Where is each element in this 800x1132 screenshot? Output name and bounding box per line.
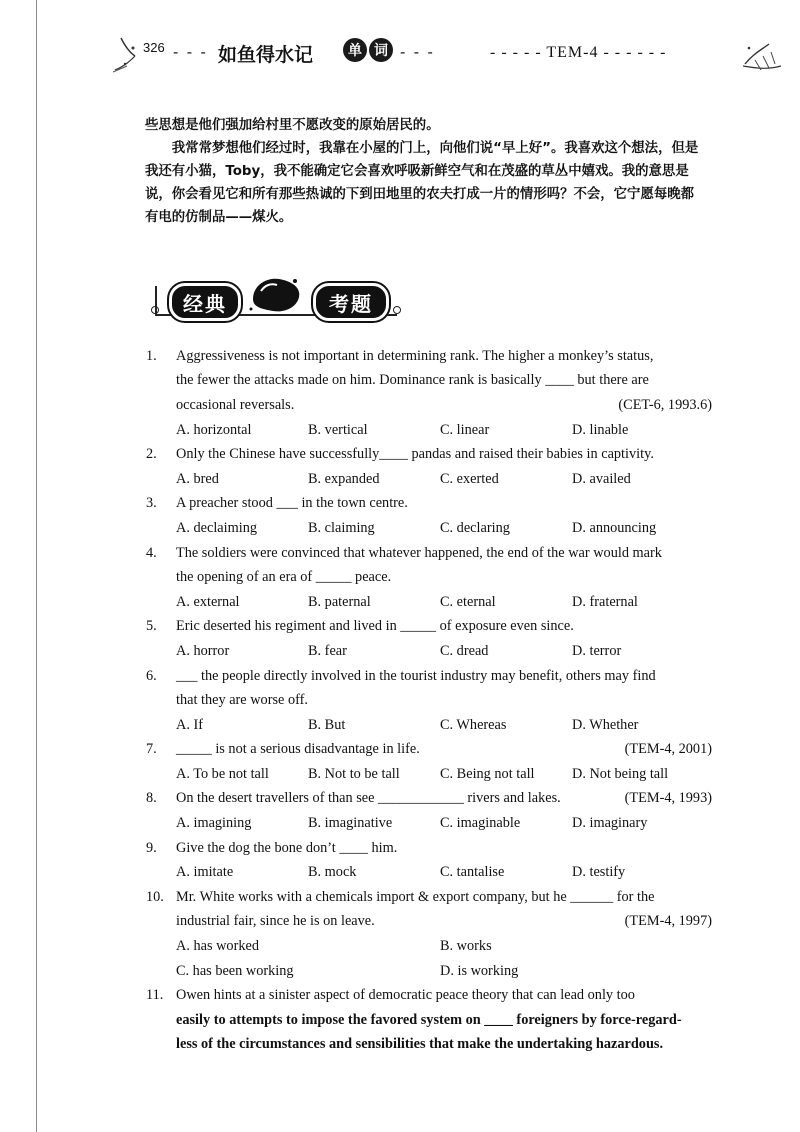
- question-line: [146, 910, 712, 935]
- section-banner: [155, 273, 395, 325]
- question-number: 9.: [146, 839, 157, 856]
- question-number: 1.: [146, 347, 157, 364]
- question-item: [146, 442, 712, 491]
- question-source: (TEM-4, 1993): [624, 790, 712, 807]
- question-item: [146, 983, 712, 1057]
- answer-option: B. works: [440, 938, 492, 955]
- corner-ornament-left-icon: [95, 36, 143, 76]
- answer-option: C. dread: [440, 642, 489, 659]
- question-text: The soldiers were convinced that whatever happened, the end of the war would mark: [176, 544, 662, 561]
- question-text: occasional reversals.: [176, 396, 295, 413]
- question-text: Eric deserted his regiment and lived in _____ of exposure even since.: [176, 618, 574, 635]
- ink-splash-icon: [247, 273, 305, 315]
- answer-option: A. imagining: [176, 815, 252, 832]
- question-line: [146, 1033, 712, 1058]
- answer-option: A. If: [176, 716, 203, 733]
- answer-option: C. has been working: [176, 962, 294, 979]
- answer-options: [146, 762, 712, 787]
- answer-option: B. vertical: [308, 421, 368, 438]
- question-number: 10.: [146, 888, 164, 905]
- question-line: [146, 442, 712, 467]
- question-source: (TEM-4, 2001): [624, 741, 712, 758]
- question-item: [146, 787, 712, 836]
- question-text: less of the circumstances and sensibilities that make the undertaking hazardous.: [176, 1036, 664, 1053]
- question-text: _____ is not a serious disadvantage in life.: [176, 741, 420, 758]
- question-item: [146, 541, 712, 615]
- question-number: 8.: [146, 790, 157, 807]
- answer-option: C. Being not tall: [440, 765, 535, 782]
- answer-option: B. But: [308, 716, 346, 733]
- question-line: [146, 1008, 712, 1033]
- answer-option: A. external: [176, 593, 240, 610]
- exam-label: - - - - - TEM-4 - - - - - -: [490, 44, 667, 61]
- question-item: [146, 836, 712, 885]
- answer-option: B. expanded: [308, 470, 380, 487]
- answer-option: D. fraternal: [572, 593, 638, 610]
- answer-option: C. exerted: [440, 470, 499, 487]
- answer-options: [146, 467, 712, 492]
- answer-option: C. imaginable: [440, 815, 521, 832]
- answer-option: D. announcing: [572, 519, 657, 536]
- question-number: 4.: [146, 544, 157, 561]
- question-source: (CET-6, 1993.6): [618, 396, 712, 413]
- corner-ornament-right-icon: [735, 36, 785, 76]
- answer-option: C. eternal: [440, 593, 496, 610]
- answer-option: D. is working: [440, 962, 519, 979]
- header-dashes-mid: - - -: [400, 44, 435, 61]
- question-line: [146, 738, 712, 763]
- answer-option: D. availed: [572, 470, 631, 487]
- answer-option: B. paternal: [308, 593, 371, 610]
- banner-ring-left-icon: [151, 306, 159, 314]
- question-number: 6.: [146, 667, 157, 684]
- answer-options: [146, 934, 712, 959]
- answer-option: D. terror: [572, 642, 622, 659]
- answer-options: [146, 590, 712, 615]
- answer-option: C. Whereas: [440, 716, 507, 733]
- banner-label-left: 经典: [169, 283, 241, 321]
- answer-option: A. bred: [176, 470, 219, 487]
- question-text: Mr. White works with a chemicals import & export company, but he ______ for the: [176, 888, 655, 905]
- question-line: [146, 393, 712, 418]
- question-line: [146, 541, 712, 566]
- question-line: [146, 983, 712, 1008]
- question-number: 3.: [146, 495, 157, 512]
- question-line: [146, 369, 712, 394]
- question-text: that they are worse off.: [176, 692, 308, 709]
- answer-options: [146, 639, 712, 664]
- answer-option: B. mock: [308, 864, 357, 881]
- intro-translation-text: [145, 114, 707, 229]
- question-line: [146, 565, 712, 590]
- question-number: 5.: [146, 618, 157, 635]
- answer-option: A. has worked: [176, 938, 259, 955]
- question-text: A preacher stood ___ in the town centre.: [176, 495, 408, 512]
- answer-option: D. linable: [572, 421, 629, 438]
- question-item: [146, 492, 712, 541]
- answer-option: B. claiming: [308, 519, 375, 536]
- answer-option: D. Not being tall: [572, 765, 669, 782]
- question-item: [146, 885, 712, 983]
- answer-options: [146, 811, 712, 836]
- header-dashes-left: - - -: [173, 44, 208, 61]
- answer-option: C. tantalise: [440, 864, 505, 881]
- book-title: 如鱼得水记: [218, 44, 314, 66]
- answer-option: A. horizontal: [176, 421, 252, 438]
- answer-options: [146, 713, 712, 738]
- question-item: [146, 738, 712, 787]
- book-subtitle-badges: [343, 38, 393, 62]
- answer-option: C. declaring: [440, 519, 510, 536]
- question-text: industrial fair, since he is on leave.: [176, 913, 375, 930]
- answer-option: B. fear: [308, 642, 347, 659]
- question-item: [146, 615, 712, 664]
- question-line: [146, 787, 712, 812]
- answer-options: [146, 959, 712, 984]
- answer-options: [146, 516, 712, 541]
- exam-questions: [146, 344, 712, 1057]
- question-line: [146, 885, 712, 910]
- question-line: [146, 615, 712, 640]
- question-number: 11.: [146, 987, 164, 1004]
- question-text: Owen hints at a sinister aspect of democratic peace theory that can lead only too: [176, 987, 635, 1004]
- question-line: [146, 664, 712, 689]
- question-number: 2.: [146, 446, 157, 463]
- question-line: [146, 836, 712, 861]
- answer-option: A. declaiming: [176, 519, 257, 536]
- page-header: [95, 36, 765, 76]
- question-line: [146, 688, 712, 713]
- answer-option: A. imitate: [176, 864, 234, 881]
- question-text: On the desert travellers of than see ____________ rivers and lakes.: [176, 790, 561, 807]
- question-line: [146, 492, 712, 517]
- answer-options: [146, 860, 712, 885]
- question-text: Aggressiveness is not important in determining rank. The higher a monkey’s status,: [176, 347, 654, 364]
- page-number: 326: [143, 40, 165, 55]
- answer-option: B. Not to be tall: [308, 765, 400, 782]
- question-text: ___ the people directly involved in the tourist industry may benefit, others may find: [176, 667, 656, 684]
- answer-option: D. imaginary: [572, 815, 648, 832]
- page-binding-line: [36, 0, 37, 1132]
- answer-option: B. imaginative: [308, 815, 393, 832]
- circle-char-dan: 单: [343, 38, 367, 62]
- answer-option: D. Whether: [572, 716, 639, 733]
- answer-option: D. testify: [572, 864, 626, 881]
- question-text: Only the Chinese have successfully____ pandas and raised their babies in captivity.: [176, 446, 654, 463]
- answer-option: A. horror: [176, 642, 230, 659]
- circle-char-ci: 词: [369, 38, 393, 62]
- question-text: the fewer the attacks made on him. Dominance rank is basically ____ but there are: [176, 372, 649, 389]
- question-line: [146, 344, 712, 369]
- intro-line-1: 些思想是他们强加给村里不愿改变的原始居民的。: [145, 118, 440, 133]
- question-number: 7.: [146, 741, 157, 758]
- intro-paragraph-2: 我常常梦想他们经过时，我靠在小屋的门上，向他们说“早上好”。我喜欢这个想法，但是我还有小猫，Toby，我不能确定它会喜欢呼吸新鲜空气和在茂盛的草丛中嬉戏。我的意思是说，你会看见它和所有那些热诚的下到田地里的农夫打成一片的情形吗？不会，它宁愿每晚都有电的仿制品——煤火。: [145, 141, 699, 225]
- answer-option: C. linear: [440, 421, 490, 438]
- answer-option: A. To be not tall: [176, 765, 269, 782]
- question-text: Give the dog the bone don’t ____ him.: [176, 839, 398, 856]
- question-text: easily to attempts to impose the favored system on ____ foreigners by force-regard-: [176, 1011, 682, 1028]
- question-item: [146, 664, 712, 738]
- question-source: (TEM-4, 1997): [624, 913, 712, 930]
- banner-ring-right-icon: [393, 306, 401, 314]
- answer-options: [146, 418, 712, 443]
- banner-label-right: 考题: [313, 283, 389, 321]
- question-item: [146, 344, 712, 442]
- question-text: the opening of an era of _____ peace.: [176, 569, 392, 586]
